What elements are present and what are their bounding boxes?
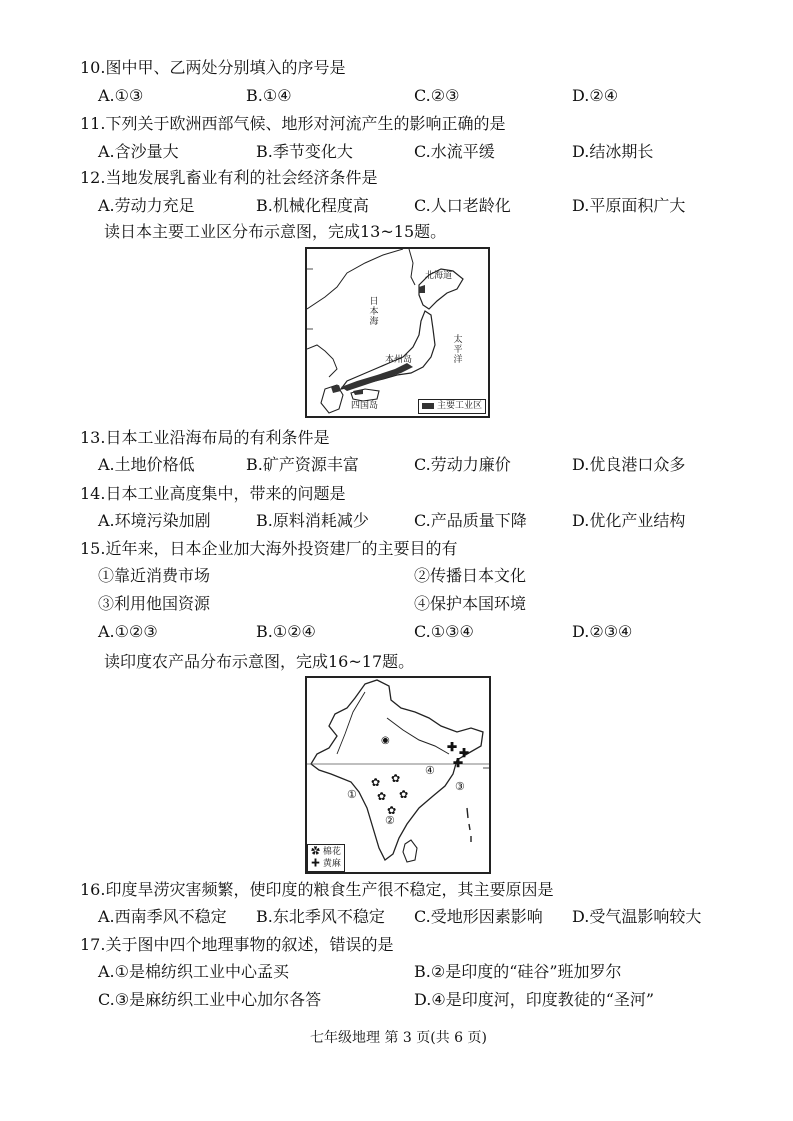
industry-zone-swatch — [422, 403, 434, 409]
q10-option-c: C.②③ — [414, 86, 460, 105]
q12-option-c: C.人口老龄化 — [414, 196, 511, 215]
question-11-stem: 11.下列关于欧洲西部气候、地形对河流产生的影响正确的是 — [80, 114, 506, 133]
q17-option-d: D.④是印度河，印度教徒的“圣河” — [414, 990, 655, 1009]
label-sea-of-japan: 日本海 — [369, 297, 379, 327]
question-12-stem: 12.当地发展乳畜业有利的社会经济条件是 — [80, 168, 378, 187]
marker-1: ① — [347, 788, 357, 801]
intro-japan: 读日本主要工业区分布示意图，完成13~15题。 — [104, 222, 447, 241]
q11-option-c: C.水流平缓 — [414, 142, 495, 161]
jute-legend-icon: ✚ — [311, 859, 321, 869]
q15-option-d: D.②③④ — [572, 622, 633, 641]
q11-option-d: D.结冰期长 — [572, 142, 654, 161]
intro-india: 读印度农产品分布示意图，完成16~17题。 — [104, 652, 415, 671]
q17-option-b: B.②是印度的“硅谷”班加罗尔 — [414, 962, 622, 981]
cotton-symbol: ✿ — [371, 776, 381, 789]
q10-option-d: D.②④ — [572, 86, 619, 105]
q13-option-c: C.劳动力廉价 — [414, 455, 511, 474]
q15-item-3: ③利用他国资源 — [98, 594, 211, 613]
cotton-symbol: ✿ — [399, 788, 409, 801]
q14-option-a: A.环境污染加剧 — [98, 511, 211, 530]
q14-option-c: C.产品质量下降 — [414, 511, 527, 530]
q10-option-a: A.①③ — [98, 86, 144, 105]
q13-option-d: D.优良港口众多 — [572, 455, 686, 474]
question-15-stem: 15.近年来，日本企业加大海外投资建厂的主要目的有 — [80, 539, 458, 558]
question-13-stem: 13.日本工业沿海布局的有利条件是 — [80, 428, 330, 447]
q13-option-b: B.矿产资源丰富 — [246, 455, 359, 474]
q16-option-a: A.西南季风不稳定 — [98, 907, 227, 926]
marker-4: ④ — [425, 764, 435, 777]
q17-option-a: A.①是棉纺织工业中心孟买 — [98, 962, 289, 981]
q11-option-a: A.含沙量大 — [98, 142, 179, 161]
q14-option-b: B.原料消耗减少 — [256, 511, 369, 530]
page-footer: 七年级地理 第 3 页(共 6 页) — [310, 1030, 487, 1046]
question-10-stem: 10.图中甲、乙两处分别填入的序号是 — [80, 58, 346, 77]
india-agriculture-map — [305, 676, 491, 874]
marker-3: ③ — [455, 780, 465, 793]
legend-cotton: 棉花 — [322, 847, 341, 857]
q12-option-b: B.机械化程度高 — [256, 196, 369, 215]
legend-jute-row — [311, 858, 341, 870]
jute-symbol: ✚ — [459, 746, 470, 760]
q12-option-a: A.劳动力充足 — [98, 196, 195, 215]
japan-map-graphic — [307, 249, 488, 416]
japan-map-legend — [418, 399, 486, 414]
question-17-stem: 17.关于图中四个地理事物的叙述，错误的是 — [80, 935, 394, 954]
cotton-symbol: ✿ — [391, 772, 401, 785]
label-hokkaido: 北海道 — [425, 271, 453, 281]
q15-item-4: ④保护本国环境 — [414, 594, 527, 613]
q11-option-b: B.季节变化大 — [256, 142, 353, 161]
marker-2: ② — [385, 814, 395, 827]
q12-option-d: D.平原面积广大 — [572, 196, 686, 215]
q13-option-a: A.土地价格低 — [98, 455, 195, 474]
q16-option-d: D.受气温影响较大 — [572, 907, 702, 926]
q15-option-c: C.①③④ — [414, 622, 474, 641]
q15-item-1: ①靠近消费市场 — [98, 566, 211, 585]
q16-option-c: C.受地形因素影响 — [414, 907, 543, 926]
q15-option-b: B.①②④ — [256, 622, 316, 641]
cotton-symbol: ✿ — [377, 790, 387, 803]
label-honshu: 本州岛 — [385, 355, 413, 365]
india-map-legend — [307, 844, 345, 872]
q15-option-a: A.①②③ — [98, 622, 158, 641]
marker-circled-dot: ◉ — [381, 735, 390, 746]
question-16-stem: 16.印度旱涝灾害频繁，使印度的粮食生产很不稳定，其主要原因是 — [80, 880, 554, 899]
legend-jute: 黄麻 — [322, 859, 341, 869]
q17-option-c: C.③是麻纺织工业中心加尔各答 — [98, 990, 322, 1009]
legend-cotton-row — [311, 846, 341, 858]
q16-option-b: B.东北季风不稳定 — [256, 907, 385, 926]
label-pacific: 太平洋 — [453, 335, 463, 365]
jute-symbol: ✚ — [447, 740, 458, 754]
japan-industry-map — [305, 247, 490, 418]
label-shikoku: 四国岛 — [351, 401, 379, 411]
q15-item-2: ②传播日本文化 — [414, 566, 527, 585]
question-14-stem: 14.日本工业高度集中，带来的问题是 — [80, 484, 346, 503]
cotton-legend-icon: ✿ — [311, 847, 321, 857]
legend-industry-zone: 主要工业区 — [436, 401, 482, 411]
cotton-symbol: ✿ — [387, 804, 397, 817]
jute-symbol: ✚ — [453, 756, 464, 770]
q14-option-d: D.优化产业结构 — [572, 511, 686, 530]
q10-option-b: B.①④ — [246, 86, 292, 105]
